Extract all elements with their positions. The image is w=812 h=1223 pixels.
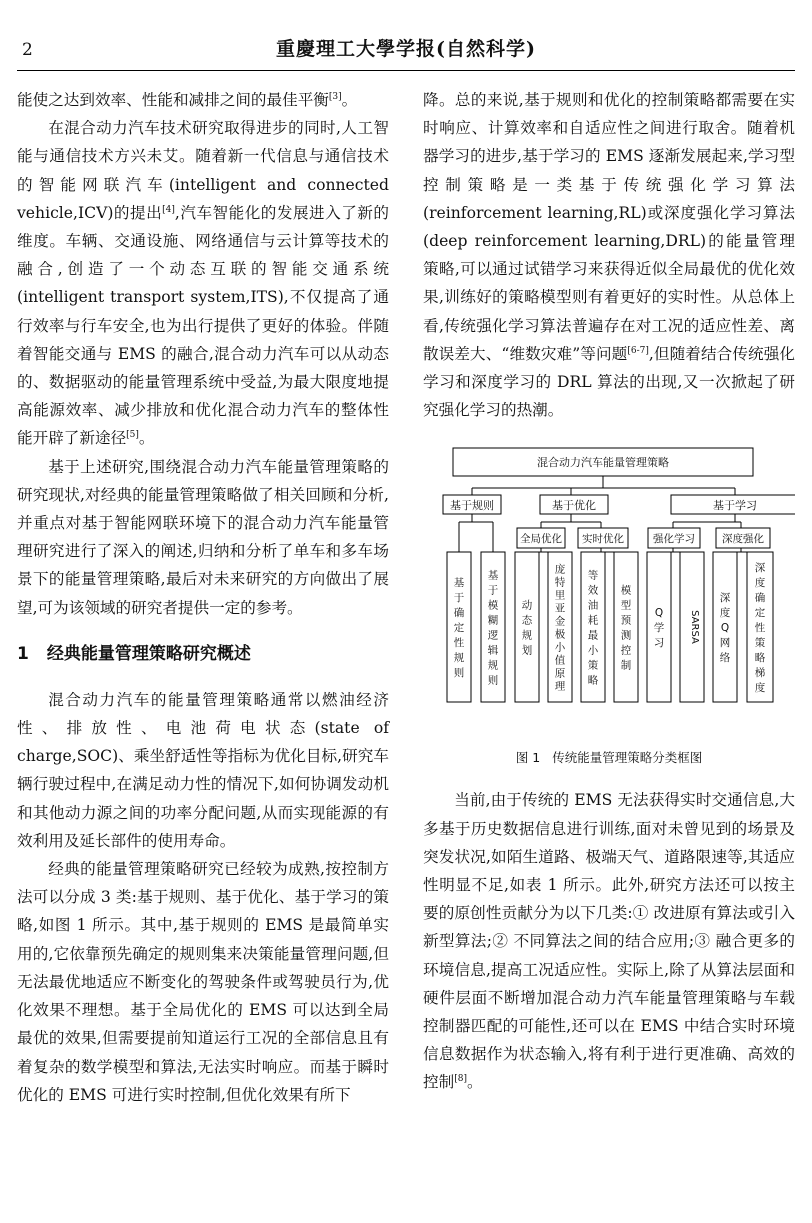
leaf-label: 模型预测控制 — [620, 584, 632, 672]
paragraph-text: 能使之达到效率、性能和减排之间的最佳平衡 — [17, 91, 329, 109]
paragraph-text: 当前,由于传统的 EMS 无法获得实时交通信息,大多基于历史数据信息进行训练,面对未曾见到的场景及突发状况,如陌生道路、极端天气、道路限速等,其适应性明显不足,如表 1 所示。此外,研究方法还可以按主要的原创性贡献分为以下几类:① 改进原有算法或引入新型算法;② 不同算法之间的结合应用;③ 融合更多的环境信息,提高工况适应性。实际上,除了从算法层面和硬件层面不断增加混合动力汽车能量管理策略与车载控制器匹配的可能性,还可以在 EMS 中结合实时环境信息数据作为状态输入,将有利于进行更准确、高效的控制 — [423, 791, 795, 1092]
paragraph — [17, 114, 389, 452]
paragraph — [423, 86, 795, 424]
leaf-label: 深度确定性策略梯度 — [754, 562, 766, 695]
sub-branch-label: 全局优化 — [520, 533, 562, 546]
paragraph — [423, 786, 795, 1096]
figure-1 — [423, 442, 795, 740]
header-rule — [17, 70, 795, 71]
citation: [4] — [162, 204, 175, 215]
leaf-label: SARSA — [689, 610, 700, 645]
branch-label: 基于优化 — [552, 499, 596, 513]
leaf-label: Q 学习 — [653, 607, 665, 650]
page-number: 2 — [22, 40, 33, 60]
leaf-label: 基于模糊逻辑规则 — [487, 569, 499, 687]
figure-label: 图 1 — [515, 750, 541, 766]
leaf-box — [614, 552, 638, 702]
paragraph: 经典的能量管理策略研究已经较为成熟,按控制方法可以分成 3 类:基于规则、基于优化、基于学习的策略,如图 1 所示。其中,基于规则的 EMS 是最简单实用的,它依靠预先确定的规则集来决策能量管理问题,但无法最优地适应不断变化的驾驶条件或驾驶员行为,优化效果不理想。基于全局优化的 EMS 可以达到全局最优的效果,但需要提前知道运行工况的全部信息且有着复杂的数学模型和算法,无法实时响应。而基于瞬时优化的 EMS 可进行实时控制,但优化效果有所下 — [17, 860, 389, 1104]
paragraph-text: ,汽车智能化的发展进入了新的维度。车辆、交通设施、网络通信与云计算等技术的融合,创造了一个动态互联的智能交通系统(intelligent transport system,ITS),不仅提高了通行效率与行车安全,也为出行提供了更好的体验。伴随着智能交通与 EMS 的融合,混合动力汽车可以从动态的、数据驱动的能量管理系统中受益,为最大限度地提高能源效率、减少排放和优化混合动力汽车的整体性能开辟了新途径 — [17, 203, 389, 448]
right-column — [423, 86, 795, 1097]
paragraph-text: 降。总的来说,基于规则和优化的控制策略都需要在实时响应、计算效率和自适应性之间进行取舍。随着机器学习的进步,基于学习的 EMS 逐渐发展起来,学习型控制策略是一类基于传统强化学习算法(reinforcement learning,RL)或深度强化学习算法(deep reinforcement learning,DRL)的能量管理策略,可以通过试错学习来获得近似全局最优的优化效果,训练好的策略模型则有着更好的实时性。从总体上看,传统强化学习算法普遍存在对工况的适应性差、离散误差大、“维数灾难”等问题 — [423, 91, 795, 363]
journal-title: 重慶理工大學学报(自然科学) — [276, 38, 536, 60]
figure-caption — [423, 748, 795, 768]
section-heading — [17, 642, 389, 666]
paragraph: 混合动力汽车的能量管理策略通常以燃油经济性、排放性、电池荷电状态(state of charge,SOC)、乘坐舒适性等指标为优化目标,研究车辆行驶过程中,在满足动力性的情况下,如何协调发动机和其他动力源之间的功率分配问题,从而实现能源的有效利用及延长部件的使用寿命。 — [17, 690, 389, 850]
left-column — [17, 86, 389, 1109]
root-label: 混合动力汽车能量管理策略 — [537, 456, 669, 470]
branch-label: 基于规则 — [450, 499, 494, 513]
leaf-box — [515, 552, 539, 702]
sub-branch-label: 实时优化 — [582, 533, 624, 546]
section-number: 1 — [17, 643, 29, 664]
figure-caption-text: 传统能量管理策略分类框图 — [552, 750, 703, 766]
leaf-label: 深度 Q 网络 — [719, 592, 731, 665]
paragraph-tail: 。 — [341, 91, 358, 109]
sub-branch-label: 强化学习 — [653, 533, 695, 546]
paragraph-tail: 。 — [466, 1073, 483, 1092]
paragraph-text: ,但随着结合传统强化学习和深度学习的 DRL 算法的出现,又一次掀起了研究强化学习的热潮。 — [423, 344, 795, 420]
paragraph-text: 在混合动力汽车技术研究取得进步的同时,人工智能与通信技术方兴未艾。随着新一代信息与通信技术的智能网联汽车(intelligent and connected vehicle,ICV)的提出 — [17, 119, 389, 222]
leaf-label: 等效油耗最小策略 — [587, 569, 599, 687]
sub-branch-label: 深度强化 — [722, 533, 764, 546]
strategy-tree-diagram — [423, 442, 795, 740]
citation: [6-7] — [627, 345, 649, 356]
leaf-label: 庞特里亚金极小值原理 — [554, 563, 566, 693]
paragraph-tail: 。 — [138, 429, 155, 448]
paragraph — [17, 86, 389, 114]
branch-label: 基于学习 — [713, 499, 757, 513]
section-title: 经典能量管理策略研究概述 — [46, 643, 251, 664]
citation: [5] — [126, 430, 139, 441]
leaf-label: 基于确定性规则 — [453, 577, 465, 680]
leaf-label: 动态规划 — [521, 599, 533, 657]
paragraph: 基于上述研究,围绕混合动力汽车能量管理策略的研究现状,对经典的能量管理策略做了相关回顾和分析,并重点对基于智能网联环境下的混合动力汽车能量管理研究进行了深入的阐述,归纳和分析了单车和多车场景下的能量管理策略,最后对未来研究的方向做出了展望,可为该领域的研究者提供一定的参考。 — [17, 457, 389, 617]
citation: [3] — [328, 92, 342, 102]
citation: [8] — [454, 1074, 467, 1085]
